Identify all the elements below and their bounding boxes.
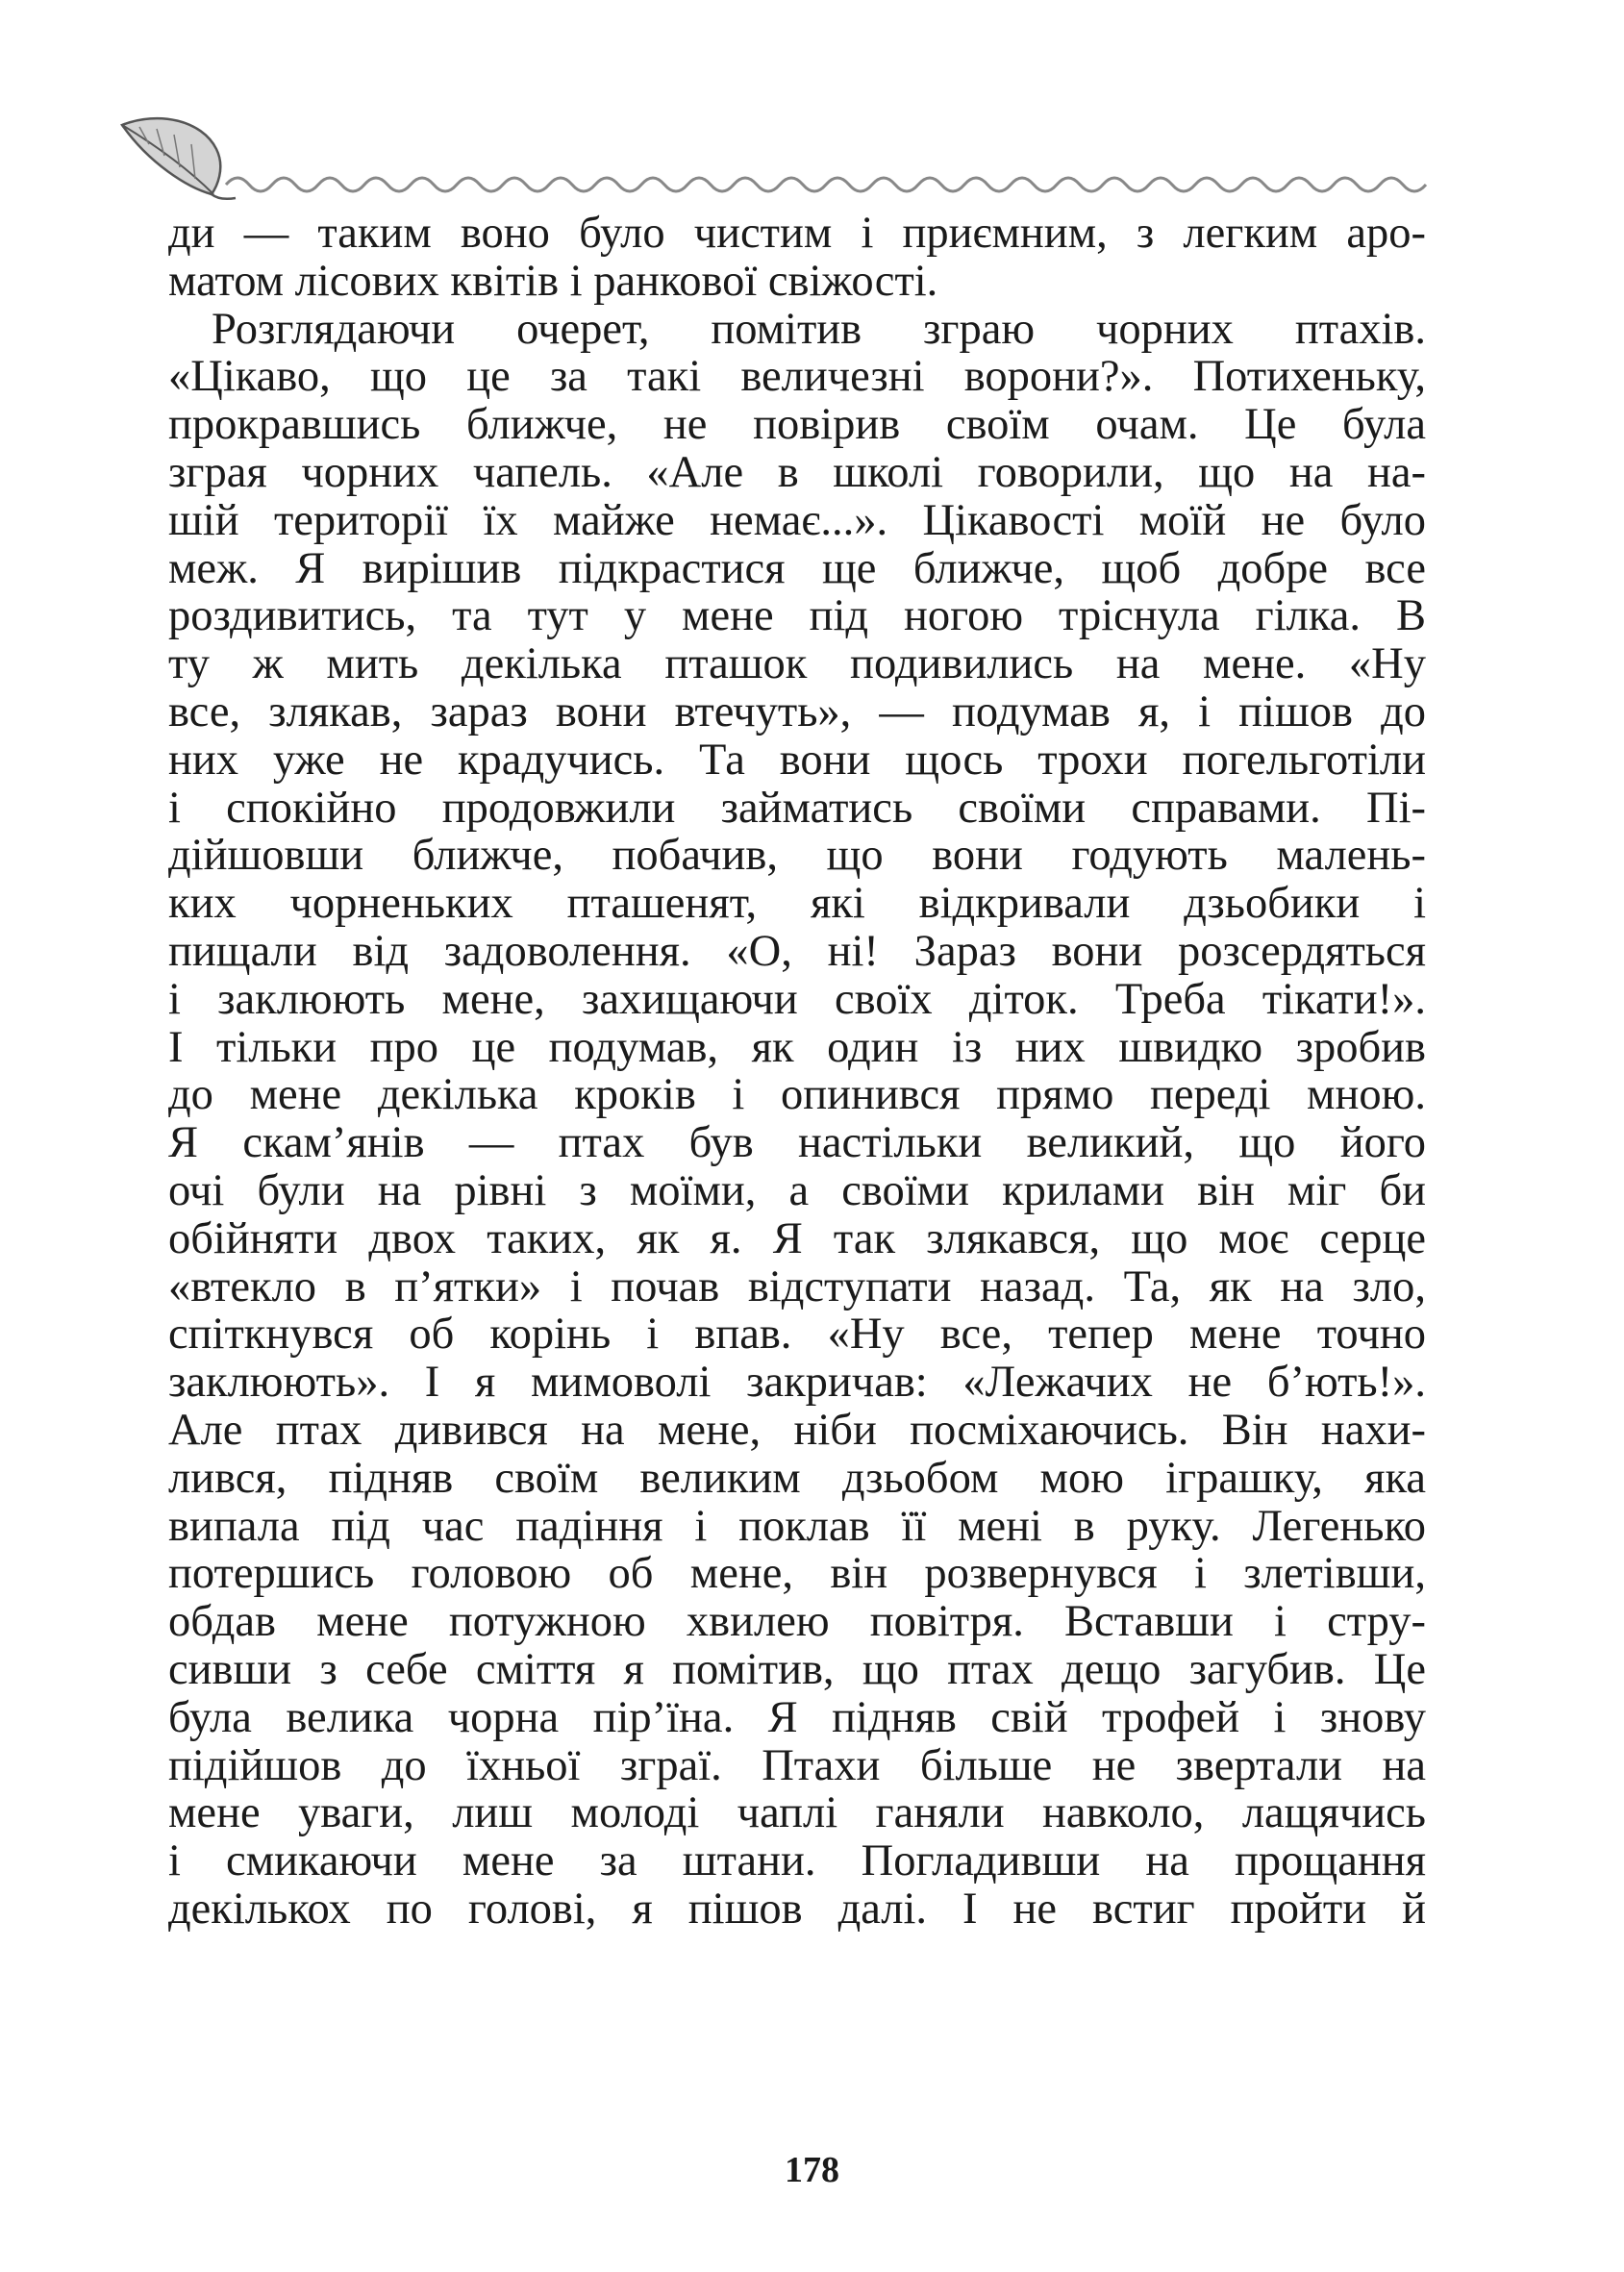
text-line: все, злякав, зараз вони втечуть», — подумав я, і пішов до [168,687,1426,737]
text-line: роздивитись, та тут у мене під ногою тріснула гілка. В [168,592,1426,641]
text-line: пищали від задоволення. «О, ні! Зараз вони розсердяться [168,927,1426,976]
feather-icon [122,118,236,199]
text-line: очі були на рівні з моїми, а своїми крилами він міг би [168,1166,1426,1215]
text-line: декількох по голові, я пішов далі. І не встиг пройти й [168,1885,1426,1934]
text-line: «Цікаво, що це за такі величезні ворони?». Потихеньку, [168,353,1426,402]
text-line: них уже не крадучись. Та вони щось трохи погельготіли [168,736,1426,785]
text-line: підійшов до їхньої зграї. Птахи більше не звертали на [168,1741,1426,1790]
text-line: дійшовши ближче, побачив, що вони годують малень- [168,832,1426,881]
text-line: лився, підняв своїм великим дзьобом мою іграшку, яка [168,1454,1426,1503]
text-line: ди — таким воно було чистим і приємним, з легким аро- [168,210,1426,258]
text-line: ких чорненьких пташенят, які відкривали дзьобики і [168,880,1426,928]
text-line: «втекло в п’ятки» і почав відступати назад. Та, як на зло, [168,1262,1426,1311]
text-line: випала під час падіння і поклав її мені в руку. Легенько [168,1502,1426,1551]
text-line: Розглядаючи очерет, помітив зграю чорних птахів. [212,305,1426,354]
text-line: прокравшись ближче, не повірив своїм очам. Це була [168,401,1426,449]
text-line: обдав мене потужною хвилею повітря. Вставши і стру- [168,1598,1426,1646]
text-line: мене уваги, лиш молоді чаплі ганяли навколо, лащячись [168,1789,1426,1838]
text-line: потершись головою об мене, він розвернувся і злетівши, [168,1550,1426,1599]
text-line: Але птах дивився на мене, ніби посміхаючись. Він нахи- [168,1406,1426,1455]
text-line: і спокійно продовжили займатись своїми справами. Пі- [168,784,1426,833]
text-line: була велика чорна пір’їна. Я підняв свій трофей і знову [168,1693,1426,1742]
text-line: зграя чорних чапель. «Але в школі говорили, що на на- [168,448,1426,497]
page-number: 178 [785,2150,839,2190]
text-line: шій території їх майже немає...». Цікавості моїй не було [168,496,1426,545]
text-line: ту ж мить декілька пташок подивились на мене. «Ну [168,640,1426,688]
wave-divider [226,178,1426,191]
body-text [168,210,1426,1934]
text-line: Я скам’янів — птах був настільки великий, що його [168,1119,1426,1167]
feather-wave-ornament-icon [120,106,1428,202]
text-line: до мене декілька кроків і опинився прямо переді мною. [168,1071,1426,1120]
text-line: обійняти двох таких, як я. Я так злякався, що моє серце [168,1214,1426,1263]
text-line: і заклюють мене, захищаючи своїх діток. Треба тікати!». [168,975,1426,1024]
text-line: І тільки про це подумав, як один із них швидко зробив [168,1023,1426,1072]
text-line: сивши з себе сміття я помітив, що птах дещо загубив. Це [168,1645,1426,1694]
text-line: меж. Я вирішив підкрастися ще ближче, щоб добре все [168,544,1426,593]
text-line: заклюють». І я мимоволі закричав: «Лежачих не б’ють!». [168,1359,1426,1407]
text-line: і смикаючи мене за штани. Погладивши на прощання [168,1837,1426,1885]
text-line: спіткнувся об корінь і впав. «Ну все, тепер мене точно [168,1311,1426,1360]
text-line: матом лісових квітів і ранкової свіжості. [168,257,938,306]
